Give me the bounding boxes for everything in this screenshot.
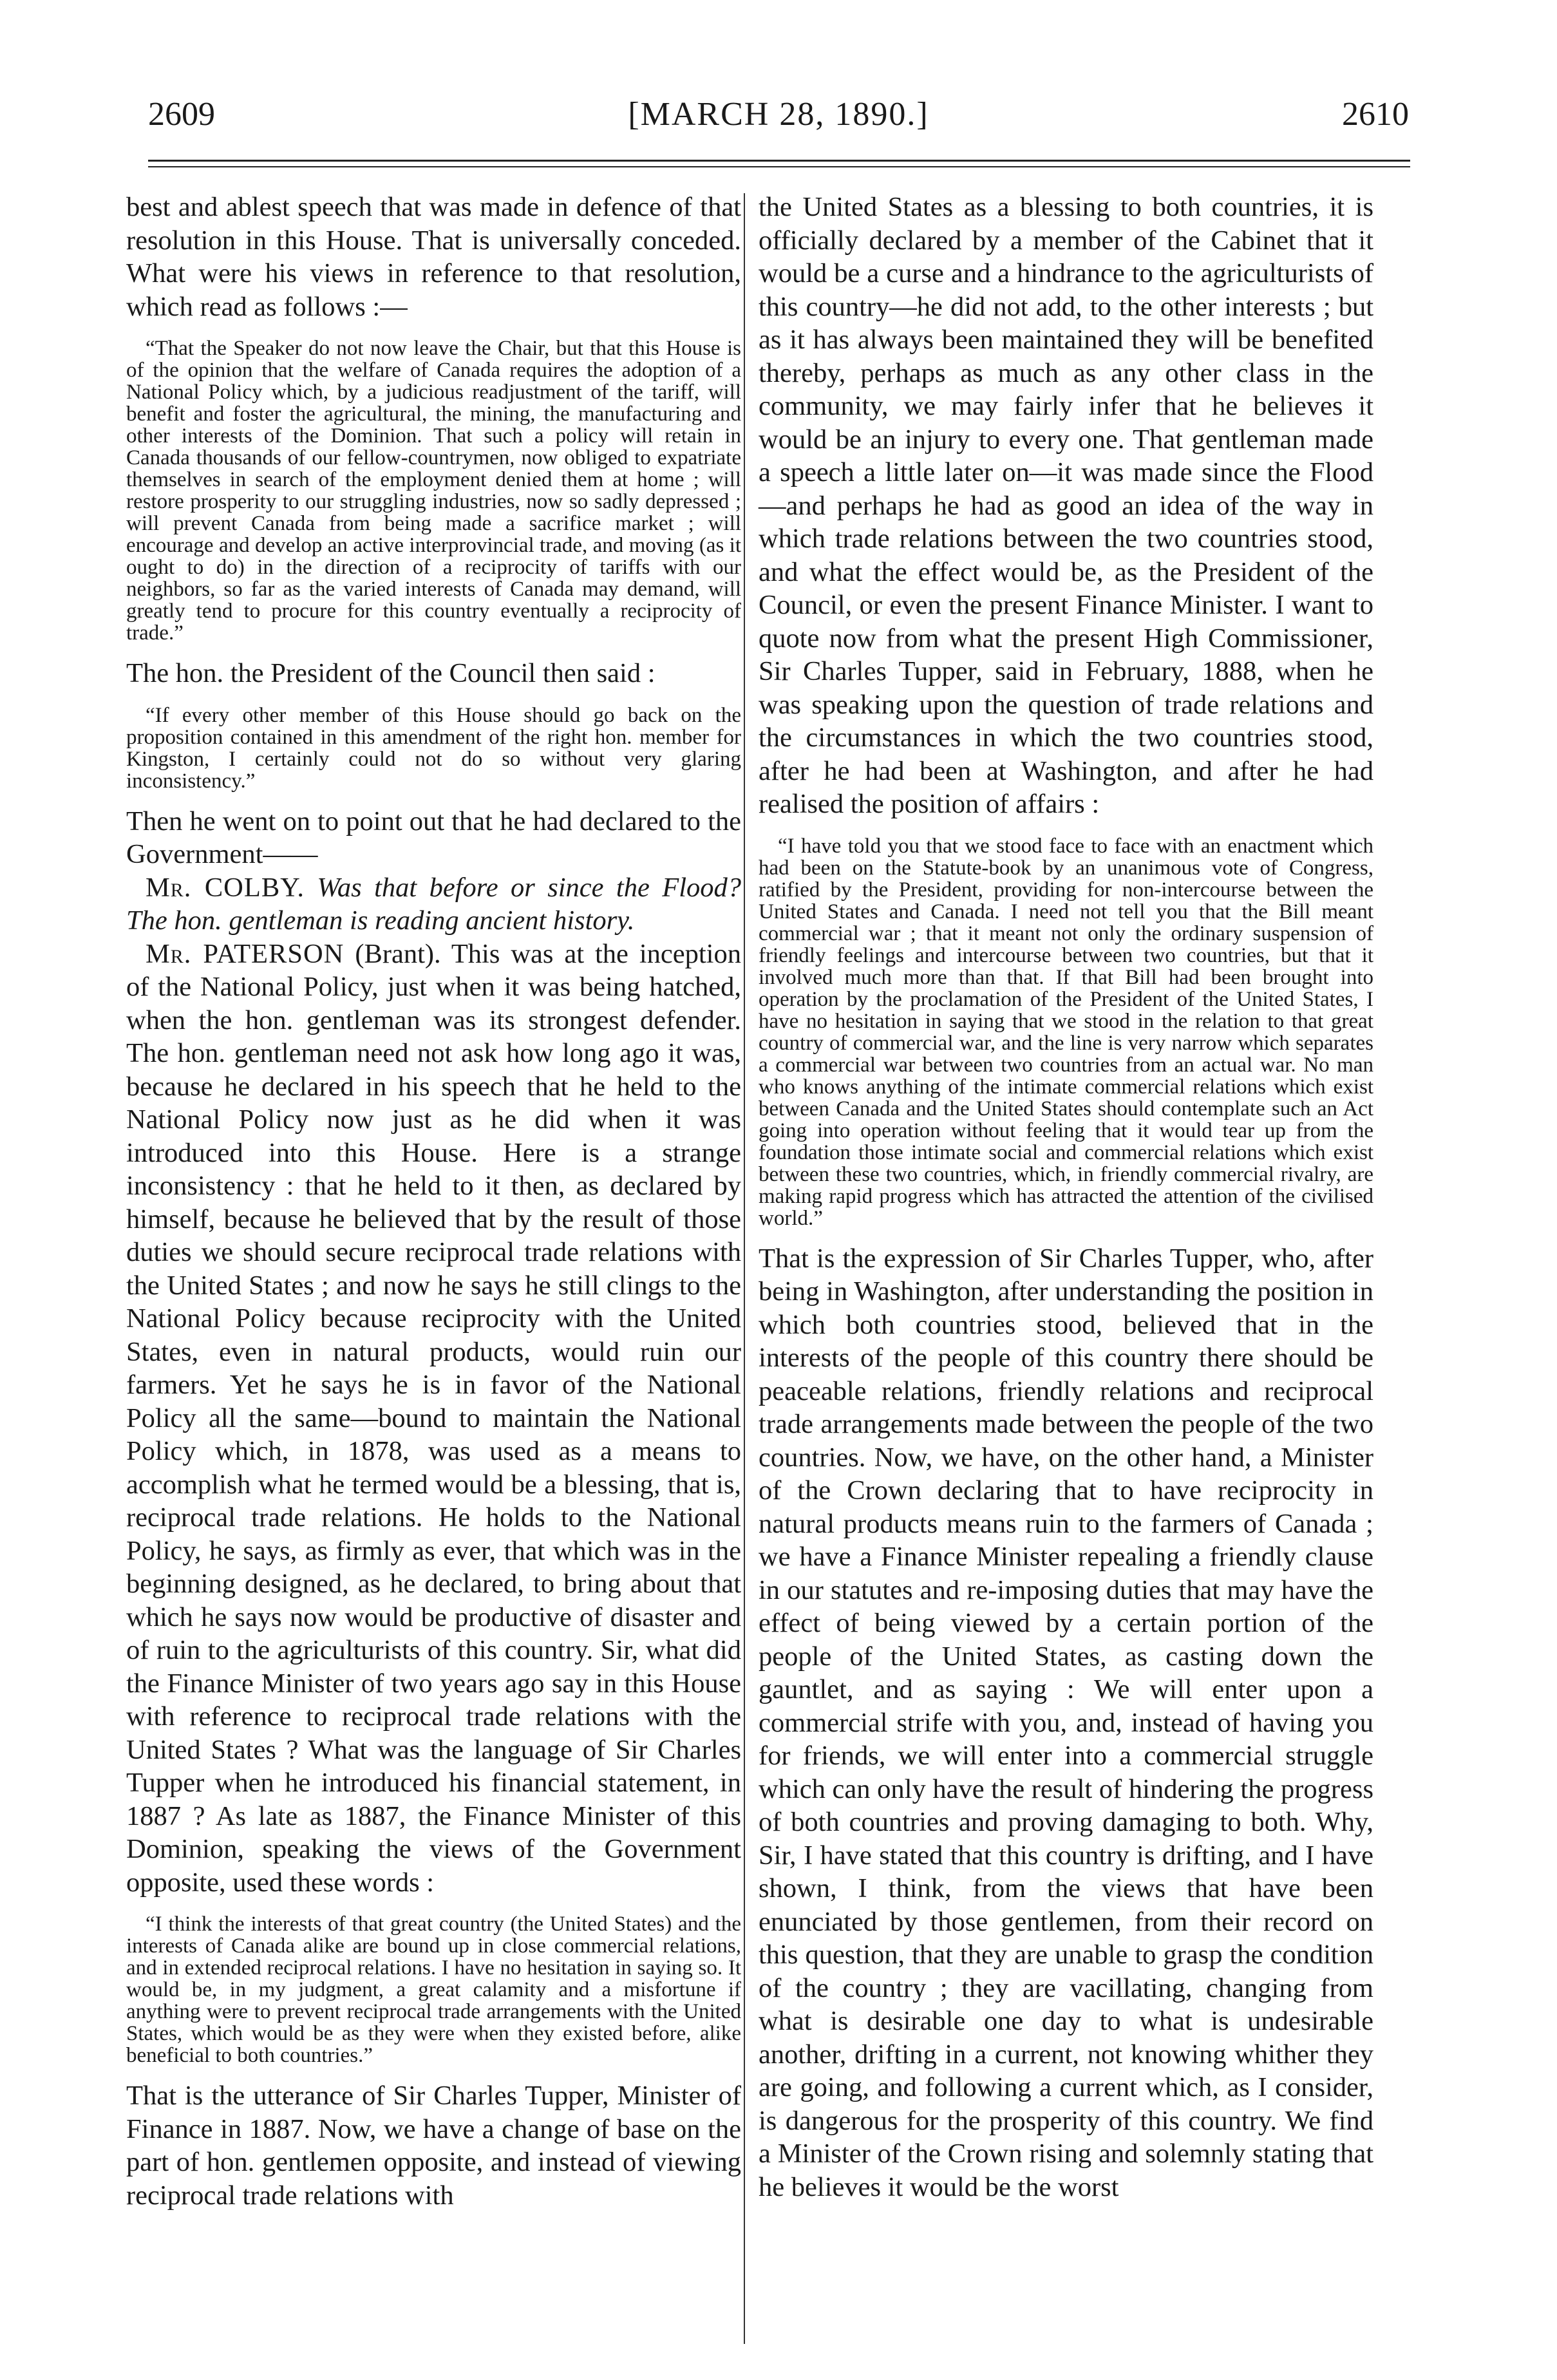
quote-resolution: “That the Speaker do not now leave the Chair, but that this House is of the opinion that the welfare of Canada requires the adoption of a National Policy which, by a judicious readjustment of the tariff, will benefit and foster the agricultural, the mining, the manufacturing and other interests of the Dominion. That such a policy will retain in Canada thousands of our fellow-countrymen, now obliged to expatriate themselves in search of the employment denied them at home ; will restore prosperity to our struggling industries, now so sadly depressed ; will prevent Canada from being made a sacrifice market ; will encourage and develop an active interprovincial trade, and moving (as it ought to do) in the direction of a reciprocity of tariffs with our neighbors, so far as the varied interests of Canada may demand, will greatly tend to procure for this country eventually a reciprocity of trade.” <box>126 337 741 645</box>
left-paragraph-3: Then he went on to point out that he had declared to the Government—— <box>126 806 741 869</box>
header-rule-thin <box>148 166 1410 167</box>
left-column <box>126 191 741 2212</box>
header-rule <box>148 160 1410 162</box>
quote-tupper-1887: “I think the interests of that great country (the United States) and the interests of Canada alike are bound up in close commercial relations, and in extended reciprocal relations. I have no hesitation in saying so. It would be, in my judgment, a great calamity and a misfortune if anything were to prevent reciprocal trade arrangements with the United States, which would be as they were when they existed before, alike beneficial to both countries.” <box>126 1912 741 2067</box>
page-number-left: 2609 <box>148 96 215 133</box>
speaker-name: Mr. PATERSON <box>146 938 344 969</box>
column-divider <box>744 193 745 2344</box>
right-column <box>759 191 1373 2204</box>
speaker-riding: (Brant). <box>355 938 441 969</box>
speech-colby <box>126 871 741 938</box>
speech-paterson <box>126 938 741 1900</box>
right-paragraph-1: the United States as a blessing to both countries, it is officially declared by a member of the Cabinet that it would be a curse and a hindrance to the agriculturists of this country—he did not add, to the other interests ; but as it has always been maintained they will be benefited thereby, perhaps as much as any other class in the community, we may fairly infer that he believes it would be an injury to every one. That gentleman made a speech a little later on—it was made since the Flood—and perhaps he had as good an idea of the way in which trade relations between the two countries stood, and what the effect would be, as the President of the Council, or even the present Finance Minister. I want to quote now from what the present High Commissioner, Sir Charles Tupper, said in February, 1888, when he was speaking upon the question of trade relations and the circumstances in which the two countries stood, after he had been at Washington, and after he had realised the position of affairs : <box>759 192 1373 819</box>
left-paragraph-1: best and ablest speech that was made in defence of that resolution in this House. That is universally conceded. What were his views in reference to that resolution, which read as follows :— <box>126 192 741 322</box>
quote-tupper-1888: “I have told you that we stood face to face with an enactment which had been on the Statute-book by an unanimous vote of Congress, ratified by the President, providing for non-intercourse between the United States and Canada. I need not tell you that the Bill meant commercial war ; that it meant not only the ordinary suspension of friendly feelings and intercourse between two countries, but that it involved much more than that. If that Bill had been brought into operation by the proclamation of the President of the United States, I have no hesitation in saying that we stood in the relation to that great country of commercial war, and the line is very narrow which separates a commercial war between two countries from an actual war. No man who knows anything of the intimate commercial relations which exist between Canada and the United States should contemplate such an Act going into operation without feeling that it would tear up from the foundation those intimate social and commercial relations which exist between these two countries, which, in friendly commercial rivalry, are making rapid progress which has attracted the attention of the civilised world.” <box>759 834 1373 1230</box>
speaker-name: Mr. COLBY. <box>146 872 305 903</box>
speech-text: This was at the inception of the National Policy, just when it was being hatched, when the hon. gentleman was its strongest defender. The hon. gentleman need not ask how long ago it was, because he declared in his speech that he held to the National Policy now just as he did when it was introduced into this House. Here is a strange inconsistency : that he held to it then, as declared by himself, because he believed that by the result of those duties we should secure reciprocal trade relations with the United States ; and now he says he still clings to the National Policy because reciprocity with the United States, even in natural products, would ruin our farmers. Yet he says he is in favor of the National Policy all the same—bound to maintain the National Policy which, in 1878, was used as a means to accomplish what he termed would be a blessing, that is, reciprocal trade relations. He holds to the National Policy, he says, as firmly as ever, that which was in the beginning designed, as he declared, to bring about that which he says now would be productive of disaster and of ruin to the agriculturists of this country. Sir, what did the Finance Minister of two years ago say in this House with reference to reciprocal trade relations with the United States ? What was the language of Sir Charles Tupper when he introduced his financial statement, in 1887 ? As late as 1887, the Finance Minister of this Dominion, speaking the views of the Government opposite, used these words : <box>126 938 741 1898</box>
page-date: [MARCH 28, 1890.] <box>628 96 929 133</box>
speech-text: Was that before or since the Flood? The hon. gentleman is reading ancient history. <box>126 872 741 936</box>
left-paragraph-2: The hon. the President of the Council then said : <box>126 658 656 688</box>
page-number-right: 2610 <box>1342 96 1409 133</box>
right-paragraph-2: That is the expression of Sir Charles Tupper, who, after being in Washington, after understanding the position in which both countries stood, believed that in the interests of the people of this country there should be peaceable relations, friendly relations and reciprocal trade arrangements made between the people of the two countries. Now, we have, on the other hand, a Minister of the Crown declaring that to have reciprocity in natural products means ruin to the farmers of Canada ; we have a Finance Minister repealing a friendly clause in our statutes and re-imposing duties that may have the effect of being viewed by a certain portion of the people of the United States, as casting down the gauntlet, and as saying : We will enter upon a commercial strife with you, and, instead of having you for friends, we will enter into a commercial struggle which can only have the result of hindering the progress of both countries and proving damaging to both. Why, Sir, I have stated that this country is drifting, and I have shown, I think, from the views that have been enunciated by those gentlemen, from their record on this question, that they are unable to grasp the condition of the country ; they are vacillating, changing from what is desirable one day to what is undesirable another, drifting in a current, not knowing whither they are going, and following a current which, as I consider, is dangerous for the prosperity of this country. We find a Minister of the Crown rising and solemnly stating that he believes it would be the worst <box>759 1243 1373 2202</box>
left-paragraph-6: That is the utterance of Sir Charles Tupper, Minister of Finance in 1887. Now, we have a change of base on the part of hon. gentlemen opposite, and instead of viewing reciprocal trade relations with <box>126 2081 741 2211</box>
quote-president-council: “If every other member of this House should go back on the proposition contained in this amendment of the right hon. member for Kingston, I certainly could not do so without very glaring inconsistency.” <box>126 703 741 793</box>
